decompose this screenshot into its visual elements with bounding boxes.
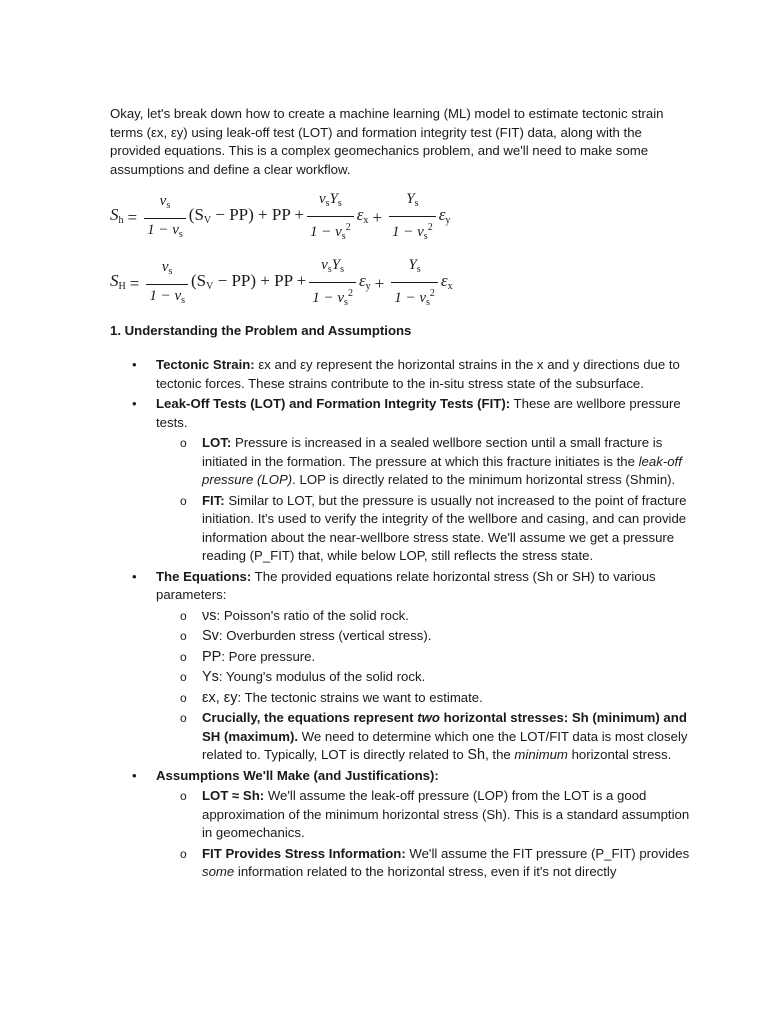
eq2-frac2: $\frac{\nu_sY_s}{1 - \nu_s^2}$ [309,256,356,312]
sub-list-item: o Ys: Young's modulus of the solid rock. [156,668,698,687]
list-item: • The Equations: The provided equations relate horizontal stress (Sh or SH) to various parameters: o νs: Poisson's ratio of the solid rock. o Sv: Overburden stress (vertical stress). o PP: Pore pressure. o Ys: Young's modulus of the solid rock. o εx, εy: The tectonic strains we want to estimate. o Crucially, the equations represent two horizontal stresses: Sh (minimum) and SH (maximum). We need to determine which one the LOT/FIT data is most closely related to. Typically, LOT is directly related to Sh, the minimum horizontal stress. [110,568,698,765]
sub-list-item: o FIT Provides Stress Information: We'll assume the FIT pressure (P_FIT) provides some information related to the horizontal stress, even if it's not directly [156,845,698,882]
list-item: • Assumptions We'll Make (and Justifications): o LOT ≈ Sh: We'll assume the leak-off pressure (LOP) from the LOT is a good approximation of the minimum horizontal stress (Sh). This is a standard assumption in geomechanics. o FIT Provides Stress Information: We'll assume the FIT pressure (P_FIT) provides some information related to the horizontal stress, even if it's not directly [110,767,698,882]
sub-list [156,787,698,882]
bullet-content [110,356,698,884]
eq2-lhs: $S_H$ [110,270,126,292]
bullet-list [110,356,698,882]
sub-list-item: o Crucially, the equations represent two horizontal stresses: Sh (minimum) and SH (maximum). We need to determine which one the LOT/FIT data is most closely related to. Typically, LOT is directly related to Sh, the minimum horizontal stress. [156,709,698,765]
eq1-frac1: $\frac{\nu_s}{1 - \nu_s}$ [144,192,186,244]
sub-list [156,607,698,765]
eq2-eps-b: $\varepsilon_x$ [440,270,453,292]
sub-list-item: o Sv: Overburden stress (vertical stress). [156,627,698,646]
eq1-frac2: $\frac{\nu_sY_s}{1 - \nu_s^2}$ [307,190,354,246]
list-item: • Tectonic Strain: εx and εy represent the horizontal strains in the x and y directions due to tectonic forces. These strains contribute to the in-situ stress state of the subsurface. [110,356,698,393]
sub-list [156,434,698,566]
eq2-frac3: $\frac{Y_s}{1 - \nu_s^2}$ [391,256,438,312]
eq2-middle: $(S_V - PP)$ + PP + [191,270,307,292]
sub-list-item: o LOT ≈ Sh: We'll assume the leak-off pressure (LOP) from the LOT is a good approximation of the minimum horizontal stress (Sh). This is a standard assumption in geomechanics. [156,787,698,843]
sub-list-item: o PP: Pore pressure. [156,648,698,667]
list-item: • Leak-Off Tests (LOT) and Formation Integrity Tests (FIT): These are wellbore pressure tests. o LOT: Pressure is increased in a sealed wellbore section until a small fracture is initiated in the formation. The pressure at which this fracture initiates is the leak-off pressure (LOP). LOP is directly related to the minimum horizontal stress (Shmin). o FIT: Similar to LOT, but the pressure is usually not increased to the point of fracture initiation. It's used to verify the integrity of the wellbore and casing, and can provide information about the near-wellbore stress state. We'll assume we get a pressure reading (P_FIT) that, while below LOP, still reflects the stress state. [110,395,698,566]
eq2-eps-a: $\varepsilon_y$ [358,270,371,292]
eq1-middle: $(S_V - PP)$ + PP + [188,204,305,226]
sub-list-item: o FIT: Similar to LOT, but the pressure is usually not increased to the point of fracture initiation. It's used to verify the integrity of the wellbore and casing, and can provide information about the near-wellbore stress state. We'll assume we get a pressure reading (P_FIT) that, while below LOP, still reflects the stress state. [156,492,698,566]
intro-paragraph: Okay, let's break down how to create a machine learning (ML) model to estimate tectonic strain terms (εx, εy) using leak-off test (LOT) and formation integrity test (FIT) data, along with the provided equations. This is a complex geomechanics problem, and we'll need to make some assumptions and define a clear workflow. [110,106,664,177]
eq1-eps-b: $\varepsilon_y$ [438,204,451,226]
eq1-lhs: $S_h$ [110,204,124,226]
equation-sH: $S_H$ = $\frac{\nu_s}{1 - \nu_s}$ $(S_V - PP)$ + PP + $\frac{\nu_sY_s}{1 - \nu_s^2}$ $\varepsilon_y$ + $\frac{Y_s}{1 - \nu_s^2}$ $\varepsilon_x$ [110,256,453,312]
sub-list-item: o νs: Poisson's ratio of the solid rock. [156,607,698,626]
eq1-eps-a: $\varepsilon_x$ [356,204,369,226]
eq1-frac3: $\frac{Y_s}{1 - \nu_s^2}$ [389,190,436,246]
sub-list-item: o εx, εy: The tectonic strains we want to estimate. [156,689,698,708]
section-heading: 1. Understanding the Problem and Assumptions [110,323,412,338]
equation-sh: $S_h$ = $\frac{\nu_s}{1 - \nu_s}$ $(S_V - PP)$ + PP + $\frac{\nu_sY_s}{1 - \nu_s^2}$ $\varepsilon_x$ + $\frac{Y_s}{1 - \nu_s^2}$ $\varepsilon_y$ [110,190,450,246]
sub-list-item: o LOT: Pressure is increased in a sealed wellbore section until a small fracture is initiated in the formation. The pressure at which this fracture initiates is the leak-off pressure (LOP). LOP is directly related to the minimum horizontal stress (Shmin). [156,434,698,490]
eq2-frac1: $\frac{\nu_s}{1 - \nu_s}$ [146,258,188,310]
